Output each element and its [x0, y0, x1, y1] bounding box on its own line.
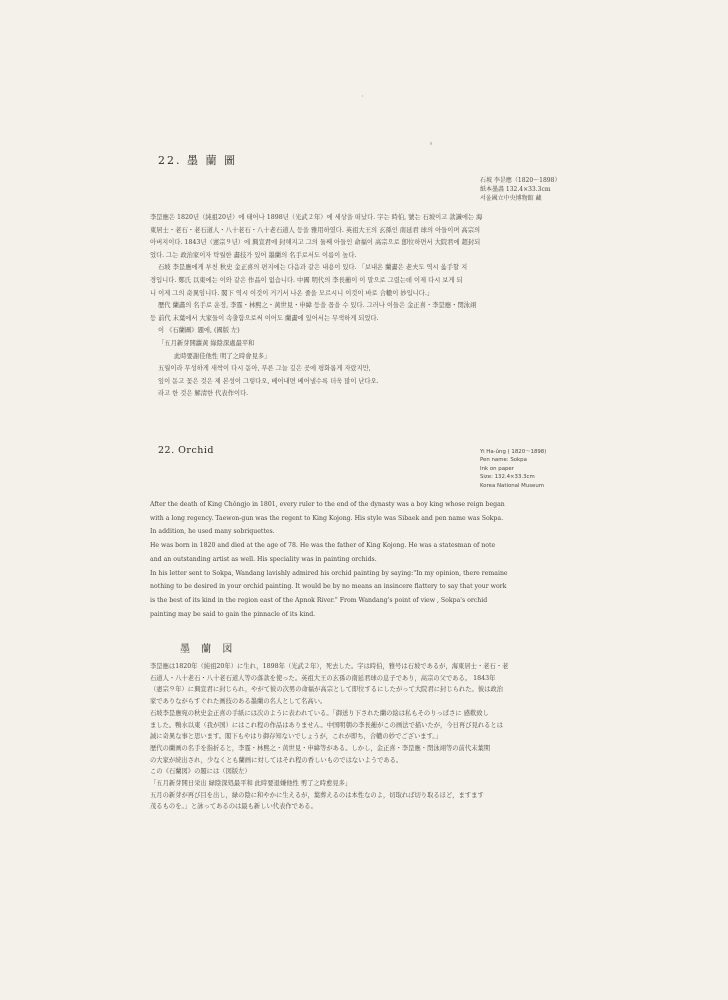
korean-line: 경입니다. 鄭氏 以東에는 이와 같은 作品이 없습니다. 中國 明代의 李長蘅이 이 말으로 그렸는데 이제 다시 보게 되 — [150, 276, 463, 284]
paper-speck — [430, 142, 432, 145]
korean-translation-line: 五월이라 무성하게 새싹이 다시 돋아, 푸른 그늘 깊은 곳에 평화롭게 자랐지만, — [158, 365, 371, 373]
english-meta-artist: Yi Ha-ŭng ( 1820～1898) — [480, 449, 547, 455]
korean-line: 아버지이다. 1843년（憲宗９년）에 興宣君에 封해지고 그의 둘째 아들인 命福이 高宗으로 卽位하면서 大院君에 超封되 — [150, 239, 481, 247]
english-artwork-meta — [480, 448, 546, 490]
english-meta-size: Size: 132.4×33.3cm — [480, 474, 535, 481]
korean-artwork-meta — [480, 176, 560, 203]
english-line: nothing to be desired in your orchid painting. It would be by no means an insincere flattery to say that your work — [150, 583, 507, 591]
japanese-line: 茂るものを。」と詠ってあるのは最も新しい代表作である。 — [150, 803, 317, 811]
english-line: He was born in 1820 and died at the age of 78. He was the father of King Kojong. He was a statesman of note — [150, 542, 496, 550]
korean-section-title: 22. 墨 蘭 圖 — [158, 154, 237, 167]
english-line: painting may be said to gain the pinnacle of its kind. — [150, 610, 316, 618]
japanese-line: 歴代の蘭画の名手を指折ると，李霆・林熙之・黄世見・申緯等がある。しかし，金正喜・李昰應・閔泳翊等の前代末葉期 — [150, 744, 491, 752]
japanese-line: 家でありながらすぐれた画技のある墨蘭の名人として名高い。 — [150, 698, 327, 706]
english-section-title: 22. Orchid — [158, 445, 215, 456]
english-meta-medium: Ink on paper — [480, 465, 514, 472]
english-line: In his letter sent to Sokpa, Wandang lavishly admired his orchid painting by saying:"In my opinion, there remaine — [150, 569, 508, 577]
english-meta-pen-name: Pen name: Sokpa — [480, 457, 527, 464]
japanese-body-text — [150, 661, 582, 813]
korean-line: 라고 한 것은 解淸한 代表作이다. — [158, 390, 249, 398]
japanese-line: 誠に奇異な事と思います。閣下もやはり御存知ないでしょうが，これが即ち，合轍の妙でございます。」 — [150, 733, 442, 741]
korean-body-text — [150, 212, 578, 401]
english-line: is the best of its kind in the region east of the Apnok River." From Wandang's point of view , Sokpa's orchid — [150, 596, 488, 604]
japanese-line: この《石蘭図》の題には（図版左） — [150, 768, 251, 776]
korean-line: 었다. 그는 政治家이자 탁월한 畵技가 있어 墨蘭의 名手로서도 이름이 높다. — [150, 251, 357, 259]
korean-meta-collection: 서울國立中央博物館 藏 — [480, 195, 542, 202]
japanese-line: 五月の新芽が再び目を出し，緑の陰に和やかに生えるが，葉葬えるのは本性なのよ，切取れば切り取るほど，ますます — [150, 791, 484, 799]
korean-translation-line: 잎이 돋고 꽃은 것은 제 본성이 그렇다오, 베어내면 베어낼수록 더욱 많이 난다오. — [158, 377, 379, 385]
english-line: After the death of King Chŏngjo in 1801, every ruler to the end of the dynasty was a boy king whose reign began — [150, 501, 505, 508]
english-line: In addition, he used many sobriquettes. — [150, 528, 275, 536]
japanese-line: ました。鴨水以東（我が国）にはこれ程の作品はありません。中国明朝の李長蘅がこの画法で描いたが，今日再び見れるとは — [150, 721, 504, 729]
korean-line: 東居士・老石・老石道人・八十老石・八十老石道人 등을 雅用하였다. 英祖大王의 玄孫인 南延君 球의 아들이며 高宗의 — [150, 226, 481, 234]
korean-line: 石坡 李昰應에게 부친 秋史 金正喜의 편지에는 다음과 같은 내용이 있다. 「보내온 蘭畵은 老夫도 역시 옳手할 지 — [158, 264, 468, 272]
japanese-line: 石道人・八十老石・八十老石道人等の落款を使った。英祖大王の玄孫の南延君球の息子であり，高宗の父である。 1843年 — [150, 674, 496, 682]
japanese-poem-line: 「五月新芽開日栄出 緑陰深処最平和 此時要退嫌他性 剪了之時愈見多」 — [150, 780, 352, 788]
japanese-line: （憲宗９年）に興宣君に封じられ，やがて彼の次男の命福が高宗として即位するにしたがって大院君に封じられた。彼は政治 — [150, 686, 504, 694]
korean-meta-medium: 紙本墨畵 132.4×33.3cm — [480, 186, 551, 193]
korean-meta-artist: 石坡 李昰應（1820～1898） — [480, 177, 561, 184]
korean-poem-line: 「五月新芽開蘿黃 綠陰深處最平和 — [158, 339, 255, 347]
english-line: with a long regency. Taewon-gun was the regent to King Kojong. His style was Sibaek and pen name was Sokpa. — [150, 514, 504, 522]
japanese-line: の大家が続出され，少なくとも蘭画に対してはそれ程の香しいものではないようである。 — [150, 756, 403, 764]
japanese-line: 石坡李昰應宛の秋史金正喜の手紙には次のように表われている。「御送り下された蘭の絵は私もそのりっぱさに 感歎致し — [150, 709, 489, 717]
english-body-text — [150, 498, 584, 621]
korean-line: 등 前代 末葉에서 大家들이 속출함으로써 이어도 蘭畵에 있어서는 무색하게 되었다. — [150, 314, 379, 322]
korean-line: 니 이제 그의 奇異임니다. 閣下 역시 이것이 거기서 나온 줄을 모르시니 이것이 바로 合轍이 妙입니다.」 — [150, 289, 434, 297]
paper-speck — [362, 95, 363, 97]
korean-line: 이 《石蘭圖》題에, (國版 左) — [158, 327, 240, 335]
english-meta-collection: Korea National Museum — [480, 482, 545, 489]
korean-line: 李昰應은 1820년（純祖20년）에 태어나 1898년（光武２年）에 세상을 떠났다. 字는 時伯, 號는 石坡이고 款識에는 海 — [150, 214, 483, 221]
english-line: and an outstanding artist as well. His speciality was in painting orchids. — [150, 555, 377, 563]
korean-poem-line: 此時要謝佳他性 明了之時會見多」 — [174, 352, 271, 360]
japanese-line: 李昰應は1820年（純祖20年）に生れ，1898年（光武２年），死去した。字は時伯，雅号は石坡であるが，海東居士・老石・老 — [150, 663, 509, 670]
japanese-section-title: 墨 蘭 図 — [180, 644, 237, 655]
korean-line: 歷代 蘭畵의 名手로 운정, 李霆・林熙之・黃世見・申緯 등을 꼽을 수 있다. 그러나 이들은 金正喜・李昰應・閔泳翊 — [158, 302, 477, 310]
